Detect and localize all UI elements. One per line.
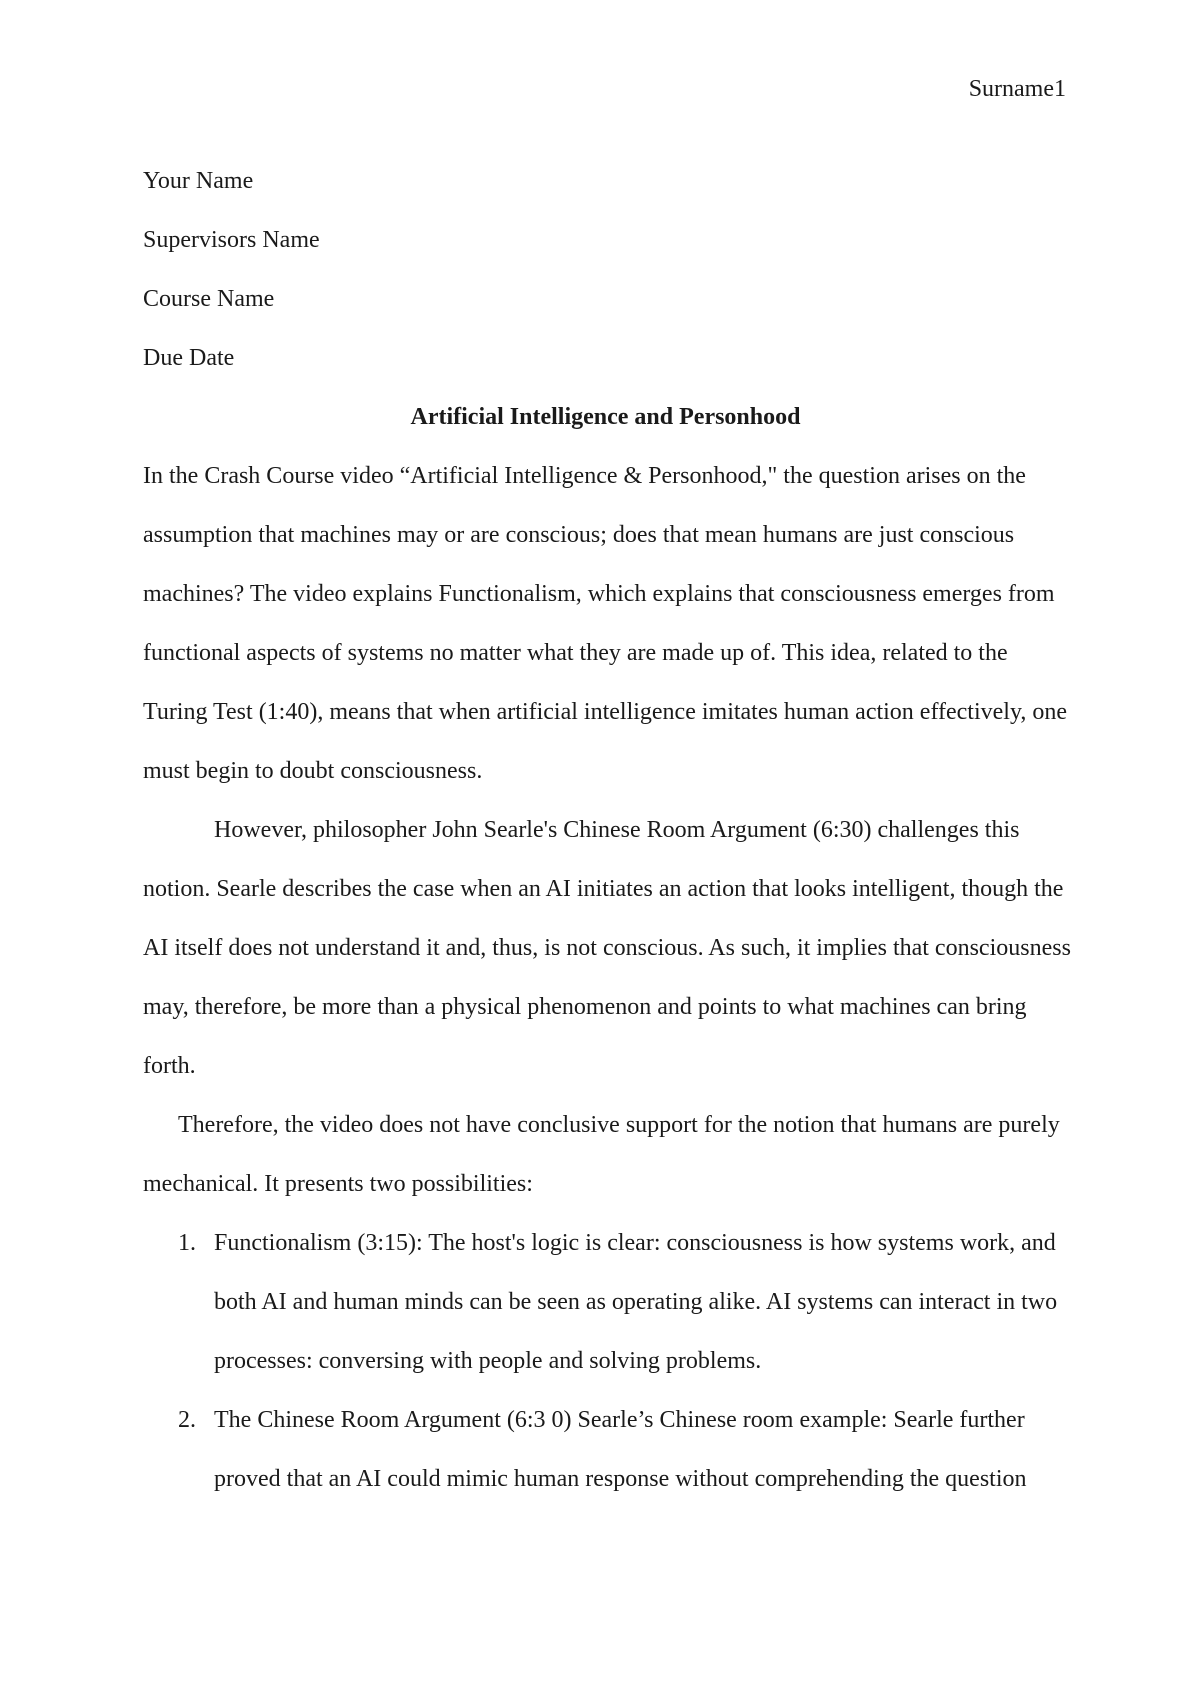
paragraph-line: machines? The video explains Functionalism, which explains that consciousness emerges from <box>143 581 1055 607</box>
due-date: Due Date <box>143 345 235 371</box>
document-body <box>143 152 1071 1509</box>
list-item-line <box>143 1391 1068 1450</box>
paragraph-line: may, therefore, be more than a physical phenomenon and points to what machines can bring <box>143 994 1027 1020</box>
supervisor-name: Supervisors Name <box>143 227 320 253</box>
list-item <box>143 1214 1068 1391</box>
paragraph-line: However, philosopher John Searle's Chinese Room Argument (6:30) challenges this <box>214 817 1020 843</box>
paragraph-line: assumption that machines may or are conscious; does that mean humans are just conscious <box>143 522 1015 548</box>
list-item-text: Functionalism (3:15): The host's logic is clear: consciousness is how systems work, and <box>214 1230 1056 1256</box>
list-item <box>143 1391 1068 1509</box>
paragraph-line: mechanical. It presents two possibilities: <box>143 1171 533 1197</box>
list-number: 1. <box>178 1230 196 1256</box>
paragraph-line: forth. <box>143 1053 196 1079</box>
paragraph-3 <box>143 1096 1068 1214</box>
list-item-line: processes: conversing with people and solving problems. <box>214 1348 762 1374</box>
document-title: Artificial Intelligence and Personhood <box>410 404 801 430</box>
running-head: Surname1 <box>968 76 1066 102</box>
list-item-line: proved that an AI could mimic human response without comprehending the question <box>214 1466 1027 1492</box>
course-name: Course Name <box>143 286 275 312</box>
paragraph-1 <box>143 447 1068 801</box>
paragraph-line: AI itself does not understand it and, thus, is not conscious. As such, it implies that consciousness <box>143 935 1071 961</box>
paragraph-line: notion. Searle describes the case when an AI initiates an action that looks intelligent, though the <box>143 876 1064 902</box>
list-item-line: both AI and human minds can be seen as operating alike. AI systems can interact in two <box>214 1289 1058 1315</box>
paragraph-line: Turing Test (1:40), means that when artificial intelligence imitates human action effectively, one <box>143 699 1068 725</box>
paragraph-line: must begin to doubt consciousness. <box>143 758 483 784</box>
numbered-list <box>143 1214 1068 1509</box>
list-number: 2. <box>178 1407 196 1433</box>
paragraph-line: In the Crash Course video “Artificial Intelligence & Personhood," the question arises on the <box>143 463 1026 489</box>
paragraph-line: functional aspects of systems no matter what they are made up of. This idea, related to the <box>143 640 1008 666</box>
list-item-text: The Chinese Room Argument (6:3 0) Searle’s Chinese room example: Searle further <box>214 1407 1025 1433</box>
paragraph-line: Therefore, the video does not have conclusive support for the notion that humans are purely <box>178 1112 1060 1138</box>
paragraph-2 <box>143 801 1071 1096</box>
author-name: Your Name <box>143 168 254 194</box>
list-item-line <box>143 1214 1068 1273</box>
